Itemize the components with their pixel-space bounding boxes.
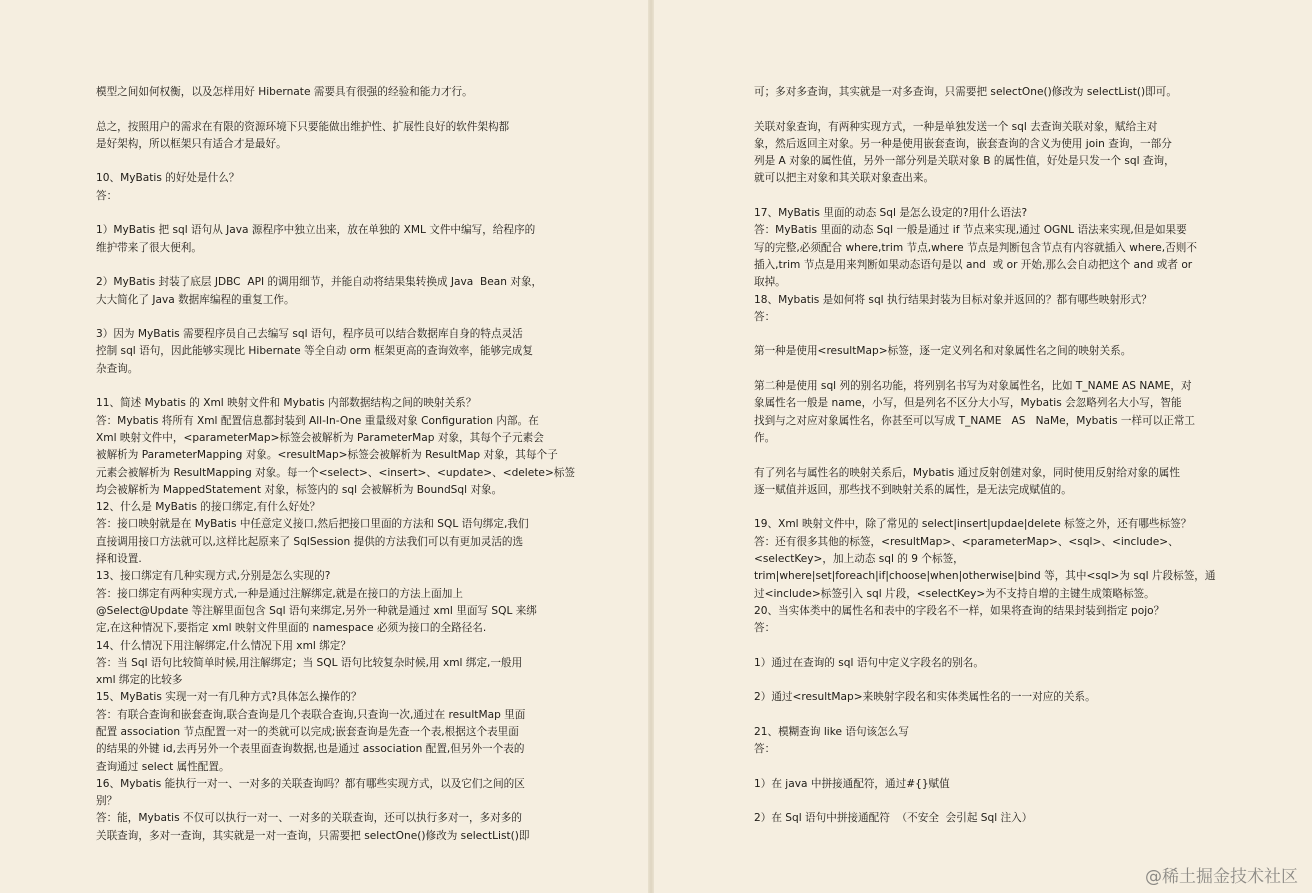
text-line: 总之，按照用户的需求在有限的资源环境下只要能做出维护性、扩展性良好的软件架构都: [96, 120, 510, 133]
text-line: 象，然后返回主对象。另一种是使用嵌套查询，嵌套查询的含义为使用 join 查询，一部分: [754, 137, 1172, 150]
text-line: 过<include>标签引入 sql 片段，<selectKey>为不支持自增的主键生成策略标签。: [754, 587, 1155, 600]
text-line: [96, 309, 556, 326]
text-line: 维护带来了很大便利。: [96, 241, 202, 254]
text-line: [754, 447, 1219, 464]
text-line: 20、当实体类中的属性名和表中的字段名不一样，如果将查询的结果封装到指定 pojo？: [754, 604, 1165, 617]
text-line: 11、简述 Mybatis 的 Xml 映射文件和 Mybatis 内部数据结构之间的映射关系？: [96, 397, 477, 410]
text-line: 插入,trim 节点是用来判断如果动态语句是以 and 或 or 开始,那么会自动把这个 and 或者 or: [754, 258, 1193, 271]
text-line: 2）通过<resultMap>来映射字段名和实体类属性名的一一对应的关系。: [754, 691, 1096, 704]
text-line: 大大简化了 Java 数据库编程的重复工作。: [96, 293, 295, 306]
text-line: 控制 sql 语句，因此能够实现比 Hibernate 等全自动 orm 框架更高的查询效率，能够完成复: [96, 345, 533, 358]
text-line: 答：: [754, 622, 776, 635]
text-line: 12、什么是 MyBatis 的接口绑定,有什么好处？: [96, 501, 321, 514]
text-line: 可；多对多查询，其实就是一对多查询，只需要把 selectOne()修改为 selectList()即可。: [754, 86, 1177, 98]
page-gutter: [648, 0, 654, 893]
text-line: [754, 672, 1219, 689]
text-line: [754, 759, 1219, 776]
text-line: 答：还有很多其他的标签，<resultMap>、<parameterMap>、<sql>、<include>、: [754, 535, 1179, 548]
text-line: 逐一赋值并返回，那些找不到映射关系的属性，是无法完成赋值的。: [754, 483, 1072, 496]
text-line: 第一种是使用<resultMap>标签，逐一定义列名和对象属性名之间的映射关系。: [754, 345, 1132, 358]
text-line: 17、MyBatis 里面的动态 Sql 是怎么设定的?用什么语法?: [754, 207, 1028, 220]
text-line: [96, 257, 556, 274]
text-line: [754, 707, 1219, 724]
text-line: 关联查询，多对一查询，其实就是一对一查询，只需要把 selectOne()修改为 selectList()即: [96, 829, 530, 842]
text-line: trim|where|set|foreach|if|choose|when|otherwise|bind 等，其中<sql>为 sql 片段标签，通: [754, 570, 1216, 583]
text-line: 关联对象查询，有两种实现方式，一种是单独发送一个 sql 去查询关联对象，赋给主对: [754, 120, 1158, 133]
text-line: 21、模糊查询 like 语句该怎么写: [754, 725, 909, 738]
text-line: 答：MyBatis 里面的动态 Sql 一般是通过 if 节点来实现,通过 OGNL 语法来实现,但是如果要: [754, 224, 1187, 237]
text-line: 直接调用接口方法就可以,这样比起原来了 SqlSession 提供的方法我们可以有更加灵活的选: [96, 535, 524, 548]
text-line: 14、什么情况下用注解绑定,什么情况下用 xml 绑定？: [96, 639, 351, 652]
text-line: [754, 499, 1219, 516]
text-line: 答：: [754, 743, 776, 756]
text-line: 配置 association 节点配置一对一的类就可以完成;嵌套查询是先查一个表,根据这个表里面: [96, 725, 519, 738]
text-line: [754, 793, 1219, 810]
text-line: 1）在 java 中拼接通配符，通过#{}赋值: [754, 777, 950, 790]
text-line: 答：: [754, 310, 776, 323]
text-line: 杂查询。: [96, 362, 139, 375]
text-line: 象属性名一般是 name，小写，但是列名不区分大小写，Mybatis 会忽略列名大小写，智能: [754, 397, 1182, 410]
text-line: 找到与之对应对象属性名，你甚至可以写成 T_NAME AS NaMe，Mybatis 一样可以正常工: [754, 414, 1196, 427]
text-line: 查询通过 select 属性配置。: [96, 760, 230, 773]
text-line: 列是 A 对象的属性值，另外一部分列是关联对象 B 的属性值，好处是只发一个 sql 查询，: [754, 155, 1175, 168]
left-page-text: [96, 84, 576, 845]
text-line: 15、MyBatis 实现一对一有几种方式?具体怎么操作的？: [96, 691, 362, 704]
watermark: @稀土掘金技术社区: [1145, 867, 1298, 887]
text-line: 答：接口绑定有两种实现方式,一种是通过注解绑定,就是在接口的方法上面加上: [96, 587, 463, 600]
text-line: 的结果的外键 id,去再另外一个表里面查询数据,也是通过 association 配置,但另外一个表的: [96, 743, 525, 756]
text-line: Xml 映射文件中，<parameterMap>标签会被解析为 ParameterMap 对象，其每个子元素会: [96, 431, 544, 444]
text-line: 2）在 Sql 语句中拼接通配符 （不安全 会引起 Sql 注入）: [754, 812, 1033, 825]
text-line: 1）通过在查询的 sql 语句中定义字段名的别名。: [754, 656, 984, 669]
text-line: xml 绑定的比较多: [96, 674, 183, 687]
text-line: [754, 638, 1219, 655]
text-line: 答：能，Mybatis 不仅可以执行一对一、一对多的关联查询，还可以执行多对一，多对多的: [96, 812, 522, 825]
text-line: 18、Mybatis 是如何将 sql 执行结果封装为目标对象并返回的？都有哪些映射形式？: [754, 293, 1152, 306]
text-line: 作。: [754, 431, 776, 444]
text-line: 答：: [96, 189, 118, 202]
text-line: 均会被解析为 MappedStatement 对象，标签内的 sql 会被解析为 BoundSql 对象。: [96, 483, 503, 496]
text-line: 答：当 Sql 语句比较简单时候,用注解绑定；当 SQL 语句比较复杂时候,用 xml 绑定,一般用: [96, 656, 523, 669]
text-line: 答：Mybatis 将所有 Xml 配置信息都封装到 All-In-One 重量级对象 Configuration 内部。在: [96, 414, 539, 427]
text-line: [754, 361, 1219, 378]
text-line: 答：有联合查询和嵌套查询,联合查询是几个表联合查询,只查询一次,通过在 resultMap 里面: [96, 708, 526, 721]
text-line: 被解析为 ParameterMapping 对象。<resultMap>标签会被解析为 ResultMap 对象，其每个子: [96, 449, 558, 462]
text-line: [96, 101, 556, 118]
text-line: 定,在这种情况下,要指定 xml 映射文件里面的 namespace 必须为接口的全路径名.: [96, 622, 487, 635]
text-line: 元素会被解析为 ResultMapping 对象。每一个<select>、<insert>、<update>、<delete>标签: [96, 466, 576, 479]
text-line: 16、Mybatis 能执行一对一、一对多的关联查询吗？都有哪些实现方式，以及它们之间的区: [96, 777, 525, 790]
text-line: [96, 378, 556, 395]
text-line: 别？: [96, 795, 118, 808]
text-line: 19、Xml 映射文件中，除了常见的 select|insert|updae|delete 标签之外，还有哪些标签？: [754, 518, 1192, 531]
text-line: 2）MyBatis 封装了底层 JDBC API 的调用细节，并能自动将结果集转换成 Java Bean 对象，: [96, 276, 543, 289]
text-line: 10、MyBatis 的好处是什么？: [96, 172, 240, 185]
text-line: 取掉。: [754, 276, 786, 289]
text-line: 是好架构，所以框架只有适合才是最好。: [96, 137, 287, 150]
text-line: <selectKey>，加上动态 sql 的 9 个标签，: [754, 553, 964, 566]
text-line: 有了列名与属性名的映射关系后，Mybatis 通过反射创建对象，同时使用反射给对象的属性: [754, 466, 1180, 479]
text-line: [754, 326, 1219, 343]
text-line: 模型之间如何权衡，以及怎样用好 Hibernate 需要具有很强的经验和能力才行。: [96, 86, 473, 98]
text-line: [754, 101, 1219, 118]
text-line: 13、接口绑定有几种实现方式,分别是怎么实现的?: [96, 570, 331, 583]
text-line: 择和设置.: [96, 553, 142, 566]
text-line: 第二种是使用 sql 列的别名功能，将列别名书写为对象属性名，比如 T_NAME AS NAME，对: [754, 380, 1192, 393]
text-line: [754, 188, 1219, 205]
text-line: 3）因为 MyBatis 需要程序员自己去编写 sql 语句，程序员可以结合数据库自身的特点灵活: [96, 328, 523, 341]
text-line: 就可以把主对象和其关联对象查出来。: [754, 172, 935, 185]
text-line: [96, 205, 556, 222]
text-line: 写的完整,必须配合 where,trim 节点,where 节点是判断包含节点有内容就插入 where,否则不: [754, 241, 1197, 254]
right-page-text: [754, 84, 1219, 828]
text-line: @Select@Update 等注解里面包含 Sql 语句来绑定,另外一种就是通过 xml 里面写 SQL 来绑: [96, 604, 537, 617]
text-line: 答：接口映射就是在 MyBatis 中任意定义接口,然后把接口里面的方法和 SQL 语句绑定,我们: [96, 518, 529, 531]
text-line: 1）MyBatis 把 sql 语句从 Java 源程序中独立出来，放在单独的 XML 文件中编写，给程序的: [96, 224, 536, 237]
text-line: [96, 153, 556, 170]
